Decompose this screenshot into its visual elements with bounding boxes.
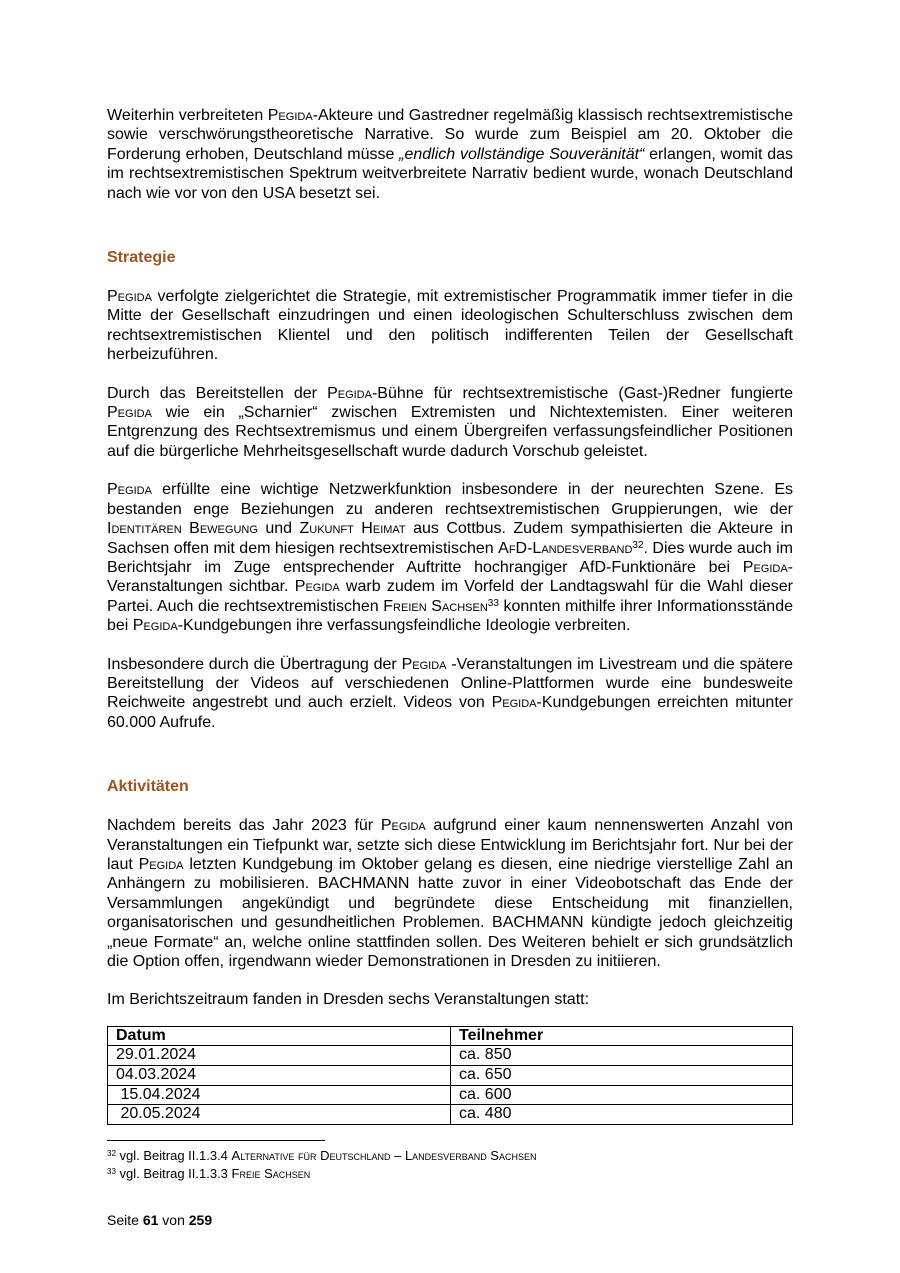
strategie-paragraph-3: Pegida erfüllte eine wichtige Netzwerkfunktion insbesondere in der neurechten Szene. Es bestanden enge Beziehungen zu anderen rechtsextremistischen Gruppierungen, wie der Identitären Bewegung und Zukunft Heimat aus Cottbus. Zudem sympathisierten die Akteure in Sachsen offen mit dem hiesigen rechtsextremistischen AfD-Landesverband$^{32}$. Dies wurde auch im Berichtsjahr im Zuge entsprechender Auftritte hochrangiger AfD-Funktionäre bei Pegida-Veranstaltungen sichtbar. Pegida warb zudem im Vorfeld der Landtagswahl für die Wahl dieser Partei. Auch die rechtsextremistischen Freien Sachsen$^{33}$ konnten mithilfe ihrer Informationsstände bei Pegida-Kundgebungen ihre verfassungsfeindliche Ideologie verbreiten.	[107, 481, 794, 635]
cell-teilnehmer: ca. 480	[451, 1105, 793, 1125]
footnote-ref-33: 33	[487, 597, 499, 609]
page-content	[107, 106, 793, 1183]
aktivitaeten-paragraph-1: Nachdem bereits das Jahr 2023 für Pegida aufgrund einer kaum nennenswerten Anzahl von Veranstaltungen ein Tiefpunkt war, setzte sich diese Entwicklung im Berichtsjahr fort. Nur bei der laut Pegida letzten Kundgebung im Oktober gelang es diesen, eine niedrige vierstellige Zahl an Anhängern zu mobilisieren. BACHMANN hatte zuvor in einer Videobotschaft das Ende der Versammlungen angekündigt und begründete diese Entscheidung mit finanziellen, organisatorischen und gesundheitlichen Problemen. BACHMANN kündigte jedoch gleichzeitig „neue Formate“ an, welche online stattfinden sollen. Des Weiteren behielt er sich grundsätzlich die Option offen, irgendwann wieder Demonstrationen in Dresden zu initiieren.	[107, 817, 794, 970]
strategie-paragraph-1: Pegida verfolgte zielgerichtet die Strategie, mit extremistischer Programmatik immer tiefer in die Mitte der Gesellschaft einzudringen und einen ideologischen Schulterschluss zwischen dem rechtsextremistischen Klientel und den politisch indifferenten Teilen der Gesellschaft herbeizuführen.	[107, 288, 793, 364]
table-row	[108, 1046, 793, 1066]
strategie-paragraph-4: Insbesondere durch die Übertragung der Pegida -Veranstaltungen im Livestream und die spätere Bereitstellung der Videos auf verschiedenen Online-Plattformen wurde eine bundesweite Reichweite angestrebt und auch erzielt. Videos von Pegida-Kundgebungen erreichten mitunter 60.000 Aufrufe.	[107, 655, 793, 731]
aktivitaeten-paragraph-2: Im Berichtszeitraum fanden in Dresden sechs Veranstaltungen statt:	[107, 991, 590, 1009]
footnote-ref-32: 32	[632, 539, 644, 551]
cell-teilnehmer: ca. 600	[451, 1085, 793, 1105]
footnote-32: $^{32}$ vgl. Beitrag II.1.3.4 Alternative für Deutschland – Landesverband Sachsen	[107, 1147, 537, 1163]
table-header-row	[108, 1026, 793, 1046]
table-row	[108, 1105, 793, 1125]
table-row	[108, 1085, 793, 1105]
cell-datum: 29.01.2024	[108, 1046, 451, 1066]
cell-datum: 20.05.2024	[108, 1105, 451, 1125]
page-number: Seite 61 von 259	[107, 1212, 213, 1228]
cell-datum: 04.03.2024	[108, 1066, 451, 1086]
table-row	[108, 1066, 793, 1086]
heading-aktivitaeten: Aktivitäten	[107, 778, 189, 796]
header-teilnehmer: Teilnehmer	[451, 1026, 793, 1046]
cell-datum: 15.04.2024	[108, 1085, 451, 1105]
header-datum: Datum	[108, 1026, 451, 1046]
strategie-paragraph-2: Durch das Bereitstellen der Pegida-Bühne für rechtsextremistische (Gast-)Redner fungierte Pegida wie ein „Scharnier“ zwischen Extremisten und Nichtextemisten. Einer weiteren Entgrenzung des Rechtsextremismus und einem Übergreifen verfassungsfeindlicher Positionen auf die bürgerliche Mehrheitsgesellschaft wurde dadurch Vorschub geleistet.	[107, 384, 793, 460]
footnote-33: $^{33}$ vgl. Beitrag II.1.3.3 Freie Sachsen	[107, 1165, 311, 1181]
footnote-divider	[107, 1140, 325, 1141]
quote: „endlich vollständige Souveränität“	[399, 145, 645, 163]
heading-strategie: Strategie	[107, 249, 176, 267]
events-table	[107, 1026, 793, 1125]
intro-paragraph: Weiterhin verbreiteten Pegida-Akteure und Gastredner regelmäßig klassisch rechtsextremistische sowie verschwörungstheoretische Narrative. So wurde zum Beispiel am 20. Oktober die Forderung erhoben, Deutschland müsse „endlich vollständige Souveränität“ erlangen, womit das im rechtsextremistischen Spektrum weitverbreitete Narrativ bedient wurde, wonach Deutschland nach wie vor von den USA besetzt sei.	[107, 107, 794, 202]
cell-teilnehmer: ca. 650	[451, 1066, 793, 1086]
cell-teilnehmer: ca. 850	[451, 1046, 793, 1066]
